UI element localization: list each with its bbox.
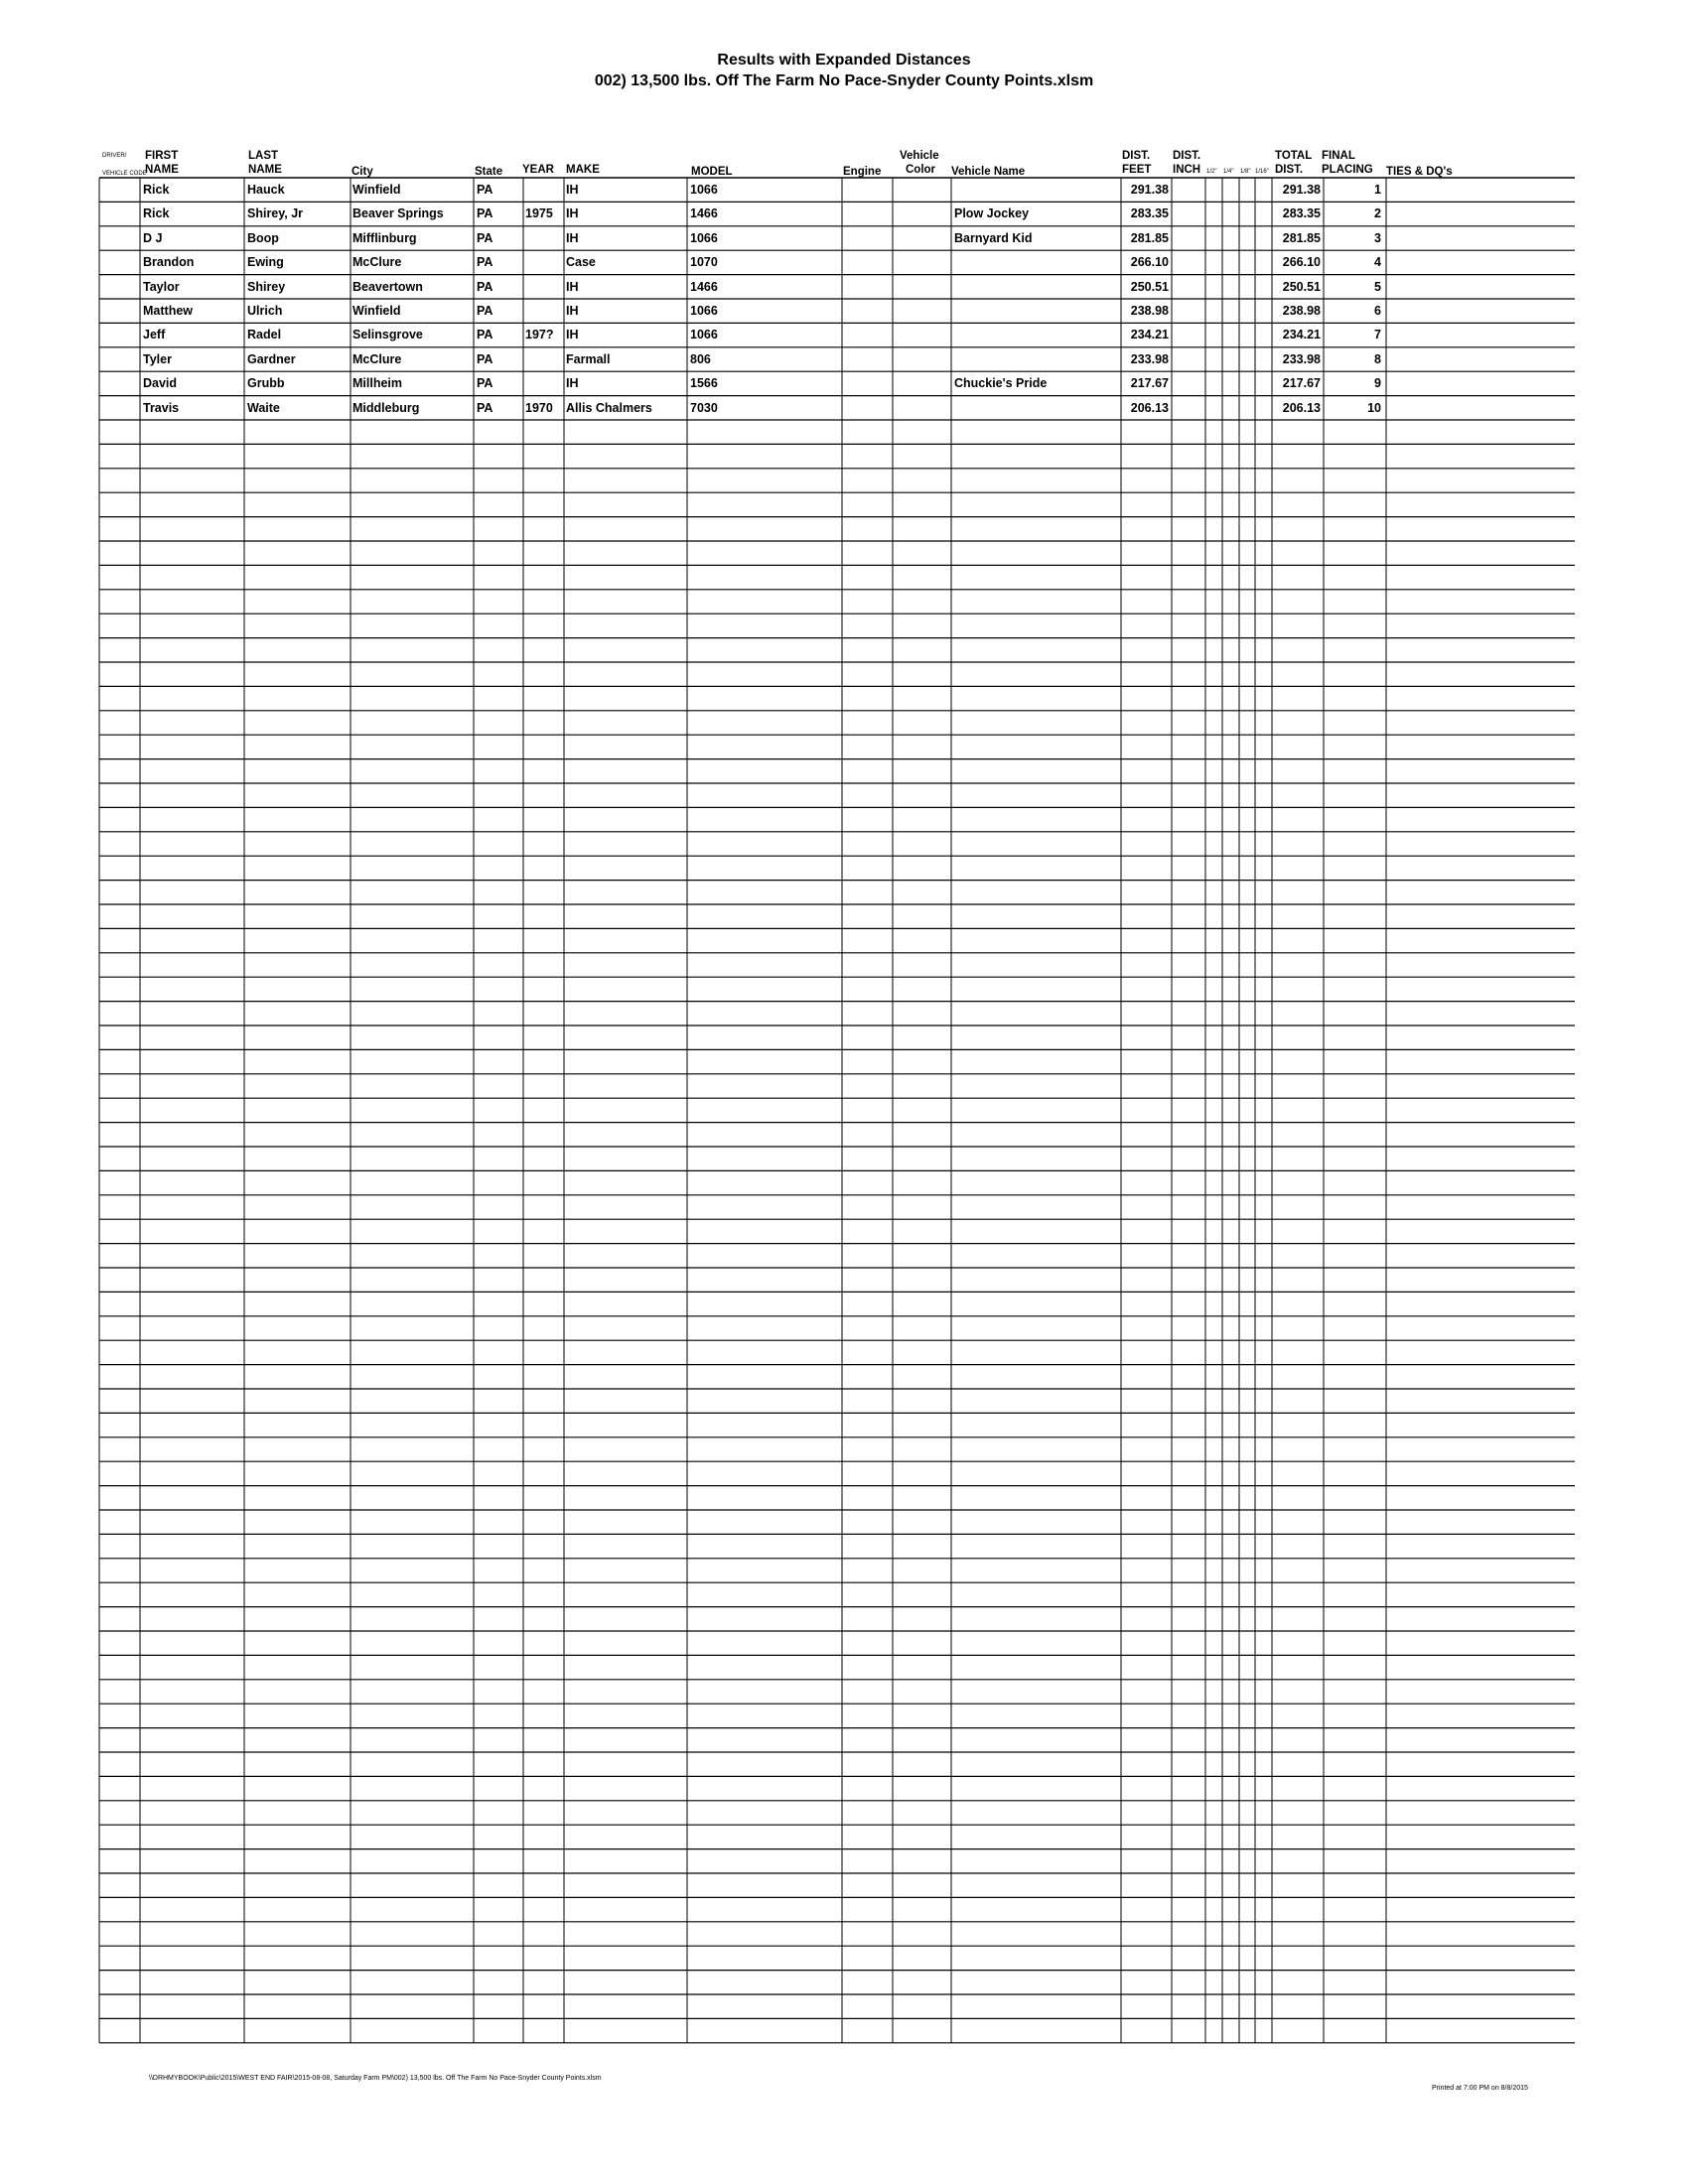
header-frac-quarter: 1/4" [1223, 169, 1234, 175]
cell-state: PA [477, 255, 493, 270]
cell-first-name: Travis [143, 400, 180, 415]
cell-total-dist: 233.98 [1282, 351, 1321, 366]
cell-last-name: Waite [247, 400, 280, 415]
cell-dist-feet: 238.98 [1130, 304, 1169, 318]
cell-model: 7030 [690, 400, 718, 415]
header-dist-inch-bottom: INCH [1173, 164, 1201, 176]
footer-printed-timestamp: Printed at 7:00 PM on 8/8/2015 [1432, 2085, 1528, 2092]
header-total-bottom: DIST. [1275, 164, 1304, 176]
footer-file-path: \\DRHMYBOOK\Public\2015\WEST END FAIR\2015-08-08, Saturday Farm PM\002) 13,500 lbs. Off The Farm No Pace-Snyder County Points.xlsm [149, 2075, 602, 2082]
header-final-top: FINAL [1322, 150, 1355, 162]
cell-last-name: Grubb [247, 376, 285, 391]
cell-city: Winfield [352, 304, 401, 318]
cell-first-name: Tyler [143, 351, 172, 366]
cell-make: Farmall [566, 351, 611, 366]
header-first-bottom: NAME [145, 164, 179, 176]
cell-year: 1975 [525, 206, 553, 221]
cell-vehicle-name: Plow Jockey [954, 206, 1030, 221]
cell-dist-feet: 281.85 [1130, 230, 1169, 245]
cell-city: Beavertown [352, 279, 423, 294]
cell-city: Millheim [352, 376, 403, 391]
cell-last-name: Hauck [247, 183, 285, 197]
cell-final-placing: 1 [1374, 183, 1381, 197]
cell-last-name: Shirey, Jr [247, 206, 304, 221]
cell-final-placing: 5 [1374, 279, 1381, 294]
cell-make: IH [566, 183, 579, 197]
cell-total-dist: 291.38 [1282, 183, 1321, 197]
cell-state: PA [477, 351, 493, 366]
header-make: MAKE [566, 164, 600, 176]
header-last-top: LAST [248, 150, 279, 162]
cell-final-placing: 6 [1374, 304, 1381, 318]
cell-make: Case [566, 255, 596, 270]
cell-state: PA [477, 376, 493, 391]
header-frac-eighth: 1/8" [1240, 169, 1251, 175]
cell-first-name: Matthew [143, 304, 193, 318]
header-vehicle-color-bottom: Color [906, 164, 936, 176]
cell-first-name: Rick [143, 206, 170, 221]
cell-last-name: Ulrich [247, 304, 283, 318]
cell-vehicle-name: Barnyard Kid [954, 230, 1033, 245]
document-subtitle: 002) 13,500 lbs. Off The Farm No Pace-Snyder County Points.xlsm [594, 72, 1094, 89]
cell-dist-feet: 283.35 [1130, 206, 1169, 221]
cell-state: PA [477, 206, 493, 221]
cell-last-name: Shirey [247, 279, 286, 294]
cell-vehicle-name: Chuckie's Pride [954, 376, 1048, 391]
cell-final-placing: 8 [1374, 351, 1381, 366]
cell-last-name: Ewing [247, 255, 284, 270]
header-final-bottom: PLACING [1322, 164, 1373, 176]
cell-last-name: Gardner [247, 351, 296, 366]
cell-make: IH [566, 206, 579, 221]
cell-total-dist: 238.98 [1282, 304, 1321, 318]
header-frac-half: 1/2" [1206, 169, 1217, 175]
header-frac-sixteenth: 1/16" [1255, 169, 1269, 175]
cell-final-placing: 2 [1374, 206, 1381, 221]
cell-model: 1066 [690, 328, 718, 342]
cell-city: Mifflinburg [352, 230, 417, 245]
header-state: State [475, 166, 503, 178]
cell-dist-feet: 217.67 [1130, 376, 1169, 391]
header-driver-top: DRIVER/ [102, 153, 127, 159]
cell-first-name: David [143, 376, 178, 391]
cell-total-dist: 266.10 [1282, 255, 1321, 270]
cell-dist-feet: 234.21 [1130, 328, 1169, 342]
cell-state: PA [477, 279, 493, 294]
cell-state: PA [477, 400, 493, 415]
cell-state: PA [477, 183, 493, 197]
cell-final-placing: 7 [1374, 328, 1381, 342]
cell-model: 1466 [690, 279, 718, 294]
cell-model: 1466 [690, 206, 718, 221]
header-vehicle-name: Vehicle Name [951, 166, 1026, 178]
cell-first-name: Taylor [143, 279, 180, 294]
cell-final-placing: 3 [1374, 230, 1381, 245]
header-model: MODEL [691, 166, 733, 178]
cell-make: IH [566, 279, 579, 294]
cell-city: Selinsgrove [352, 328, 423, 342]
cell-first-name: Rick [143, 183, 170, 197]
document-title: Results with Expanded Distances [717, 52, 971, 68]
cell-city: McClure [352, 351, 402, 366]
cell-year: 1970 [525, 400, 553, 415]
cell-total-dist: 206.13 [1282, 400, 1321, 415]
header-total-top: TOTAL [1275, 150, 1313, 162]
cell-state: PA [477, 328, 493, 342]
cell-city: Winfield [352, 183, 401, 197]
header-dist-feet-bottom: FEET [1122, 164, 1152, 176]
header-city: City [352, 166, 373, 178]
cell-first-name: Jeff [143, 328, 166, 342]
header-dist-feet-top: DIST. [1122, 150, 1151, 162]
header-last-bottom: NAME [248, 164, 282, 176]
cell-last-name: Radel [247, 328, 282, 342]
cell-state: PA [477, 230, 493, 245]
cell-city: McClure [352, 255, 402, 270]
cell-final-placing: 4 [1374, 255, 1381, 270]
cell-model: 1070 [690, 255, 718, 270]
cell-dist-feet: 266.10 [1130, 255, 1169, 270]
header-ties-dqs: TIES & DQ's [1386, 166, 1453, 178]
cell-city: Beaver Springs [352, 206, 444, 221]
cell-make: Allis Chalmers [566, 400, 652, 415]
cell-final-placing: 9 [1374, 376, 1381, 391]
header-vehicle-color-top: Vehicle [900, 150, 939, 162]
cell-first-name: Brandon [143, 255, 195, 270]
cell-model: 1566 [690, 376, 718, 391]
cell-dist-feet: 250.51 [1130, 279, 1169, 294]
header-engine: Engine [843, 166, 882, 178]
cell-model: 1066 [690, 304, 718, 318]
cell-final-placing: 10 [1367, 400, 1381, 415]
cell-total-dist: 283.35 [1282, 206, 1321, 221]
cell-city: Middleburg [352, 400, 420, 415]
cell-model: 806 [690, 351, 711, 366]
header-first-top: FIRST [145, 150, 179, 162]
cell-total-dist: 234.21 [1282, 328, 1321, 342]
cell-total-dist: 217.67 [1282, 376, 1321, 391]
cell-total-dist: 281.85 [1282, 230, 1321, 245]
header-year: YEAR [522, 164, 554, 176]
cell-make: IH [566, 304, 579, 318]
cell-total-dist: 250.51 [1282, 279, 1321, 294]
cell-make: IH [566, 328, 579, 342]
cell-last-name: Boop [247, 230, 279, 245]
header-dist-inch-top: DIST. [1173, 150, 1201, 162]
cell-year: 197? [525, 328, 554, 342]
cell-dist-feet: 206.13 [1130, 400, 1169, 415]
cell-make: IH [566, 376, 579, 391]
cell-dist-feet: 233.98 [1130, 351, 1169, 366]
cell-make: IH [566, 230, 579, 245]
cell-state: PA [477, 304, 493, 318]
cell-dist-feet: 291.38 [1130, 183, 1169, 197]
cell-first-name: D J [143, 230, 163, 245]
header-driver-bottom: VEHICLE CODE [102, 171, 147, 177]
cell-model: 1066 [690, 183, 718, 197]
cell-model: 1066 [690, 230, 718, 245]
